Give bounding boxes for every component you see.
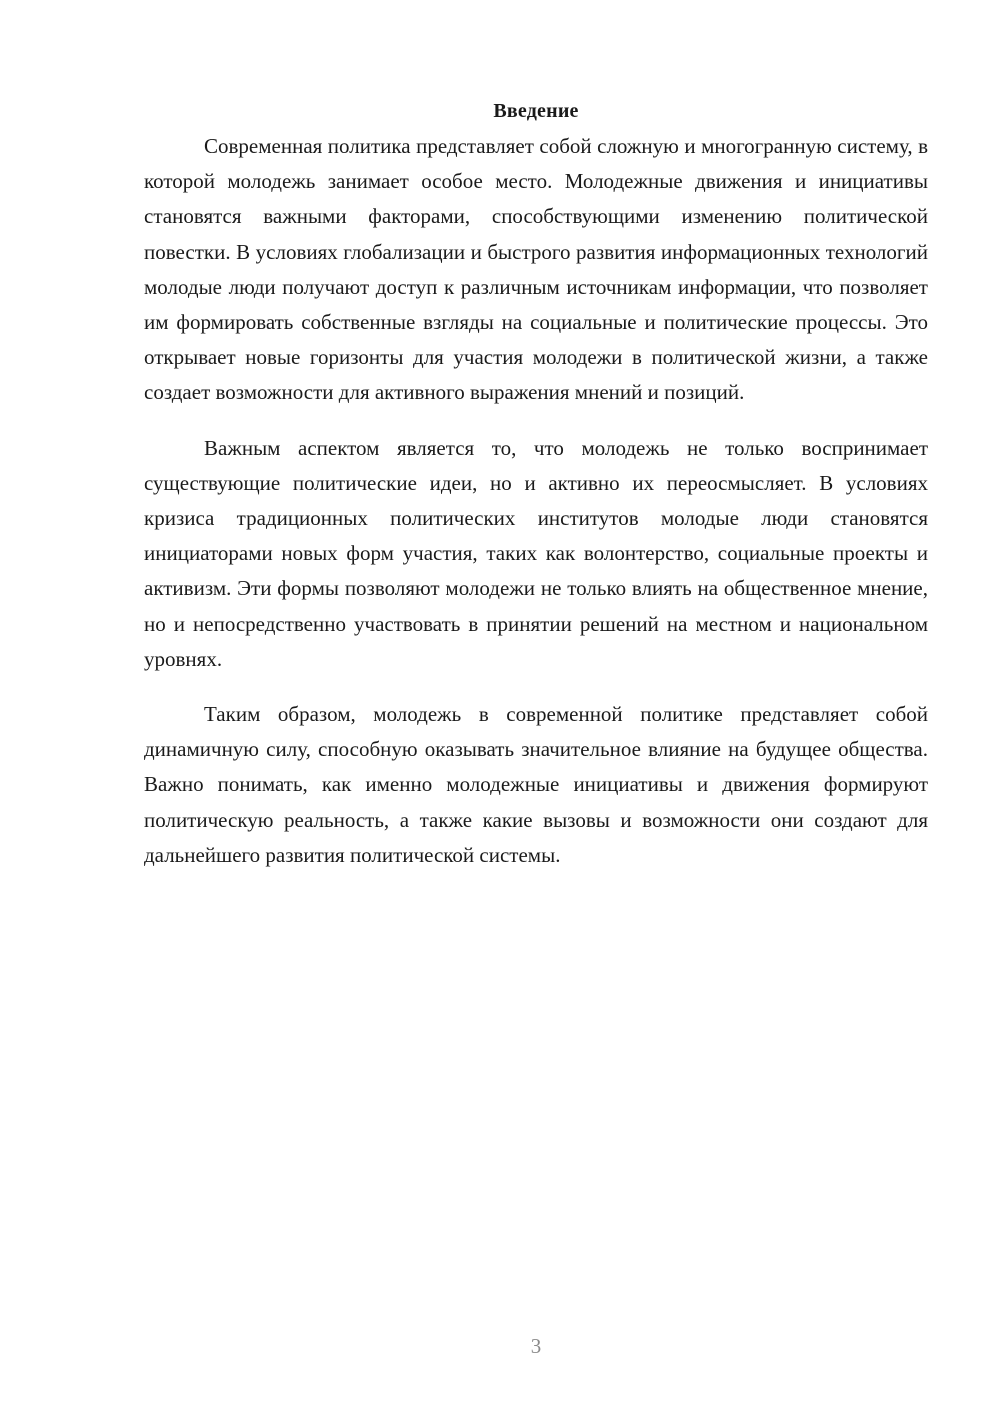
paragraph-2: Важным аспектом является то, что молодежь не только воспринимает существующие политические идеи, но и активно их переосмысляет. В условиях кризиса традиционных политических институтов молодые люди становятся инициаторами новых форм участия, таких как волонтерство, социальные проекты и активизм. Эти формы позволяют молодежи не только влиять на общественное мнение, но и непосредственно участвовать в принятии решений на местном и национальном уровнях.: [144, 435, 928, 671]
section-heading: Введение: [493, 100, 579, 122]
document-body: [144, 94, 928, 873]
page-number: 3: [530, 1334, 542, 1358]
paragraph-3: Таким образом, молодежь в современной политике представляет собой динамичную силу, способную оказывать значительное влияние на будущее общества. Важно понимать, как именно молодежные инициативы и движения формируют политическую реальность, а также какие вызовы и возможности они создают для дальнейшего развития политической системы.: [144, 702, 928, 867]
paragraph-1: Современная политика представляет собой сложную и многогранную систему, в которой молодежь занимает особое место. Молодежные движения и инициативы становятся важными факторами, способствующими изменению политической повестки. В условиях глобализации и быстрого развития информационных технологий молодые люди получают доступ к различным источникам информации, что позволяет им формировать собственные взгляды на социальные и политические процессы. Это открывает новые горизонты для участия молодежи в политической жизни, а также создает возможности для активного выражения мнений и позиций.: [144, 134, 928, 405]
